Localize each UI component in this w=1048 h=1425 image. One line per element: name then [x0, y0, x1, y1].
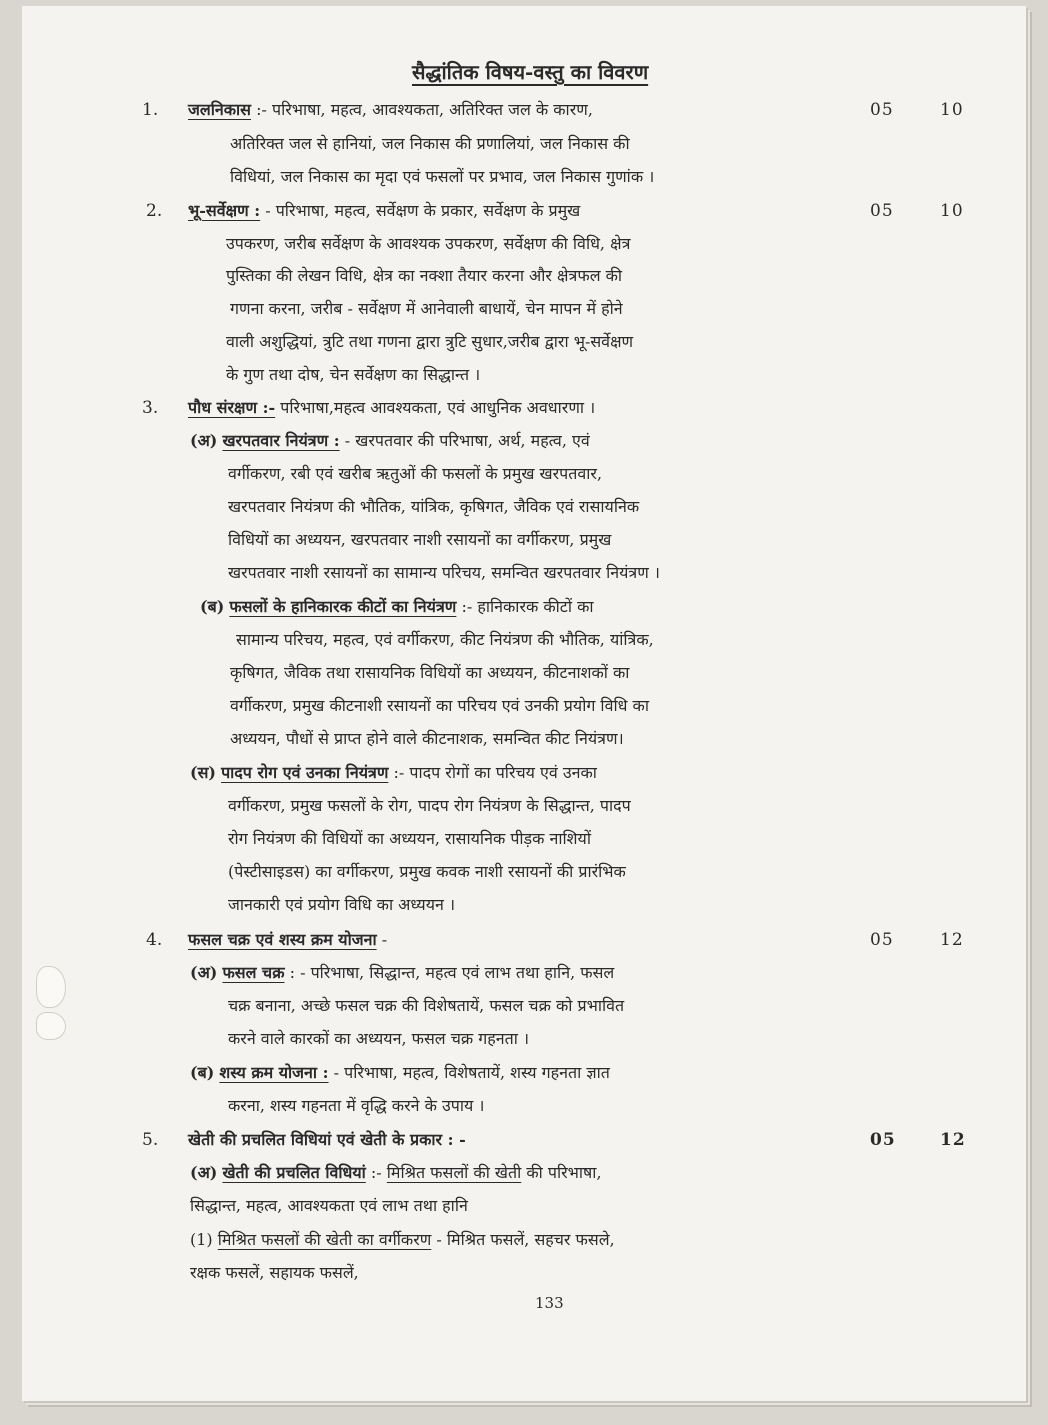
- subsection-line: वर्गीकरण, प्रमुख कीटनाशी रसायनों का परिचय एवं उनकी प्रयोग विधि का: [230, 696, 649, 715]
- subsection-line: (अ) खरपतवार नियंत्रण : - खरपतवार की परिभाषा, अर्थ, महत्व, एवं: [190, 431, 590, 450]
- underlined-term: मिश्रित फसलों की खेती का वर्गीकरण: [217, 1230, 432, 1249]
- subsection-line: वर्गीकरण, रबी एवं खरीब ऋतुओं की फसलों के प्रमुख खरपतवार,: [228, 464, 603, 483]
- subsection-line: (स) पादप रोग एवं उनका नियंत्रण :- पादप रोगों का परिचय एवं उनका: [190, 763, 597, 782]
- section-line: अतिरिक्त जल से हानियां, जल निकास की प्रणालियां, जल निकास की: [230, 134, 630, 153]
- subsection-line: (पेस्टीसाइडस) का वर्गीकरण, प्रमुख कवक नाशी रसायनों की प्रारंभिक: [228, 862, 626, 881]
- marks-theory: 05: [870, 930, 894, 950]
- subsection-label: (अ): [190, 963, 218, 982]
- section-line: जलनिकास :- परिभाषा, महत्व, आवश्यकता, अतिरिक्त जल के कारण,: [188, 100, 593, 119]
- subsection-line: (1) मिश्रित फसलों की खेती का वर्गीकरण - मिश्रित फसलें, सहचर फसले,: [190, 1230, 615, 1249]
- section-line: फसल चक्र एवं शस्य क्रम योजना -: [188, 930, 388, 949]
- subsection-label: (स): [190, 763, 216, 782]
- subsection-line: (अ) खेती की प्रचलित विधियां :- मिश्रित फसलों की खेती की परिभाषा,: [190, 1163, 602, 1182]
- marks-total: 12: [940, 930, 964, 950]
- subsection-heading: खेती की प्रचलित विधियां: [222, 1163, 366, 1182]
- paper-tear: [36, 1012, 66, 1040]
- subsection-line: खरपतवार नाशी रसायनों का सामान्य परिचय, समन्वित खरपतवार नियंत्रण ।: [228, 563, 660, 582]
- section-line: के गुण तथा दोष, चेन सर्वेक्षण का सिद्धान्त ।: [226, 365, 481, 384]
- subsection-heading: फसलों के हानिकारक कीटों का नियंत्रण: [229, 597, 457, 616]
- page-title: सैद्धांतिक विषय-वस्तु का विवरण: [412, 60, 649, 84]
- marks-theory: 05: [870, 1130, 896, 1150]
- subsection-heading: शस्य क्रम योजना :: [219, 1063, 329, 1082]
- subsection-line: रक्षक फसलें, सहायक फसलें,: [190, 1263, 359, 1282]
- section-line: पौध संरक्षण :- परिभाषा,महत्व आवश्यकता, एवं आधुनिक अवधारणा ।: [188, 398, 596, 417]
- section-number: 3.: [142, 398, 159, 418]
- section-number: 2.: [146, 201, 163, 221]
- subsection-heading: खरपतवार नियंत्रण :: [222, 431, 340, 450]
- marks-theory: 05: [870, 201, 894, 221]
- subsection-label: (1): [190, 1230, 213, 1249]
- section-line: वाली अशुद्धियां, त्रुटि तथा गणना द्वारा त्रुटि सुधार,जरीब द्वारा भू-सर्वेक्षण: [226, 332, 634, 351]
- subsection-line: सामान्य परिचय, महत्व, एवं वर्गीकरण, कीट नियंत्रण की भौतिक, यांत्रिक,: [236, 630, 654, 649]
- subsection-line: अध्ययन, पौधों से प्राप्त होने वाले कीटनाशक, समन्वित कीट नियंत्रण।: [230, 729, 624, 748]
- section-number: 5.: [142, 1130, 159, 1150]
- paper-tear: [36, 966, 66, 1008]
- section-line: पुस्तिका की लेखन विधि, क्षेत्र का नक्शा तैयार करना और क्षेत्रफल की: [226, 266, 623, 285]
- section-heading: खेती की प्रचलित विधियां एवं खेती के प्रकार : -: [188, 1130, 466, 1149]
- subsection-label: (ब): [190, 1063, 215, 1082]
- section-heading: पौध संरक्षण :-: [188, 398, 276, 417]
- subsection-line: सिद्धान्त, महत्व, आवश्यकता एवं लाभ तथा हानि: [190, 1196, 468, 1215]
- marks-theory: 05: [870, 100, 894, 120]
- section-line: उपकरण, जरीब सर्वेक्षण के आवश्यक उपकरण, सर्वेक्षण की विधि, क्षेत्र: [226, 234, 631, 253]
- subsection-line: कृषिगत, जैविक तथा रासायनिक विधियों का अध्ययन, कीटनाशकों का: [230, 663, 630, 682]
- section-line: भू-सर्वेक्षण : - परिभाषा, महत्व, सर्वेक्षण के प्रकार, सर्वेक्षण के प्रमुख: [188, 201, 581, 220]
- subsection-line: चक्र बनाना, अच्छे फसल चक्र की विशेषतायें, फसल चक्र को प्रभावित: [228, 996, 625, 1015]
- subsection-line: (अ) फसल चक्र : - परिभाषा, सिद्धान्त, महत्व एवं लाभ तथा हानि, फसल: [190, 963, 615, 982]
- underlined-term: मिश्रित फसलों की खेती: [386, 1163, 522, 1182]
- subsection-label: (ब): [200, 597, 225, 616]
- subsection-line: विधियों का अध्ययन, खरपतवार नाशी रसायनों का वर्गीकरण, प्रमुख: [228, 530, 612, 549]
- subsection-line: करने वाले कारकों का अध्ययन, फसल चक्र गहनता ।: [228, 1029, 530, 1048]
- subsection-line: करना, शस्य गहनता में वृद्धि करने के उपाय ।: [228, 1096, 485, 1115]
- section-number: 4.: [146, 930, 163, 950]
- subsection-line: (ब) फसलों के हानिकारक कीटों का नियंत्रण :- हानिकारक कीटों का: [200, 597, 594, 616]
- subsection-label: (अ): [190, 431, 218, 450]
- marks-total: 10: [940, 100, 964, 120]
- section-line: विधियां, जल निकास का मृदा एवं फसलों पर प्रभाव, जल निकास गुणांक ।: [230, 167, 655, 186]
- subsection-label: (अ): [190, 1163, 218, 1182]
- section-number: 1.: [142, 100, 159, 120]
- section-heading: भू-सर्वेक्षण :: [188, 201, 261, 220]
- subsection-line: जानकारी एवं प्रयोग विधि का अध्ययन ।: [228, 895, 456, 914]
- subsection-line: खरपतवार नियंत्रण की भौतिक, यांत्रिक, कृषिगत, जैविक एवं रासायनिक: [228, 497, 640, 516]
- subsection-line: वर्गीकरण, प्रमुख फसलों के रोग, पादप रोग नियंत्रण के सिद्धान्त, पादप: [228, 796, 631, 815]
- subsection-line: रोग नियंत्रण की विधियों का अध्ययन, रासायनिक पीड़क नाशियों: [228, 829, 591, 848]
- subsection-heading: पादप रोग एवं उनका नियंत्रण: [221, 763, 389, 782]
- page-number: 133: [535, 1294, 564, 1312]
- section-heading: जलनिकास: [188, 100, 251, 119]
- marks-total: 12: [940, 1130, 966, 1150]
- marks-total: 10: [940, 201, 964, 221]
- section-heading: फसल चक्र एवं शस्य क्रम योजना: [188, 930, 377, 949]
- section-line: गणना करना, जरीब - सर्वेक्षण में आनेवाली बाधायें, चेन मापन में होने: [230, 299, 623, 318]
- subsection-heading: फसल चक्र: [222, 963, 285, 982]
- subsection-line: (ब) शस्य क्रम योजना : - परिभाषा, महत्व, विशेषतायें, शस्य गहनता ज्ञात: [190, 1063, 610, 1082]
